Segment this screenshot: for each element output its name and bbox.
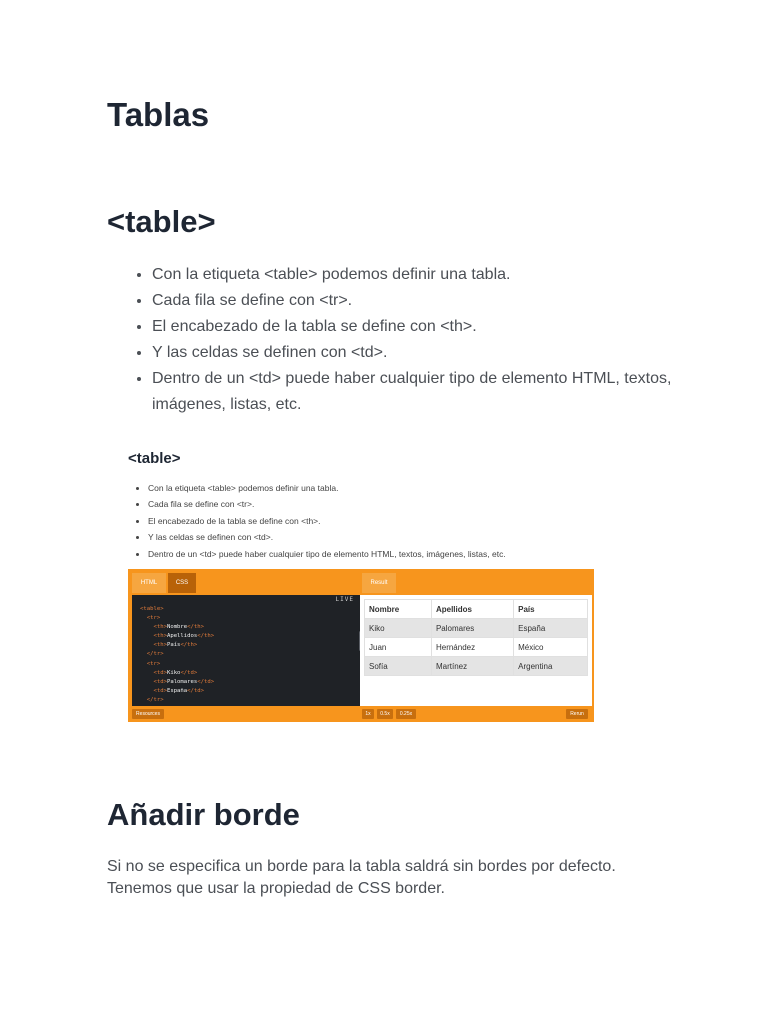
code-tag: <th> xyxy=(140,624,167,631)
section-paragraph: Si no se especifica un borde para la tabla saldrá sin bordes por defecto. Tenemos que usar la propiedad de CSS border. xyxy=(107,858,616,897)
code-line xyxy=(140,614,214,623)
table-header-row xyxy=(365,600,588,619)
code-block xyxy=(140,605,214,705)
code-tag: </th> xyxy=(180,642,198,649)
code-tag: <td> xyxy=(140,669,167,676)
list-item: • Con la etiqueta <table> podemos definir una tabla. xyxy=(148,480,598,496)
code-tag: <th> xyxy=(140,633,167,640)
rerun-button[interactable]: Rerun xyxy=(566,709,588,719)
table-cell: Hernández xyxy=(431,638,513,657)
code-tag: </tr> xyxy=(140,651,164,658)
table-cell: Juan xyxy=(365,638,432,657)
code-tag: </td> xyxy=(180,669,198,676)
code-text: Nombre xyxy=(166,624,188,631)
code-tag: </td> xyxy=(197,678,215,685)
result-pane xyxy=(360,595,592,706)
speed-1x-button[interactable]: 1x xyxy=(362,709,374,719)
code-line xyxy=(140,623,214,632)
column-header: País xyxy=(514,600,588,619)
list-item: • Y las celdas se definen con <td>. xyxy=(152,340,692,366)
list-item: • El encabezado de la tabla se define con <th>. xyxy=(152,314,692,340)
resources-button[interactable]: Resources xyxy=(132,709,164,719)
table-row xyxy=(365,657,588,676)
page-title: Tablas xyxy=(107,96,210,133)
code-line xyxy=(140,669,214,678)
table-row xyxy=(365,619,588,638)
list-item: • Dentro de un <td> puede haber cualquier tipo de elemento HTML, textos, imágenes, listas, etc. xyxy=(152,366,692,418)
pen-tab-bar xyxy=(128,569,594,595)
code-text: Apellidos xyxy=(166,633,198,640)
column-header: Apellidos xyxy=(431,600,513,619)
screenshot-bullet-list xyxy=(136,480,598,562)
table-cell: Palomares xyxy=(431,619,513,638)
code-tag: <tr> xyxy=(140,615,161,622)
section-heading-border: Añadir borde xyxy=(107,797,300,832)
table-cell: México xyxy=(514,638,588,657)
code-line xyxy=(140,650,214,659)
code-line xyxy=(140,687,214,696)
table-cell: Argentina xyxy=(514,657,588,676)
table-cell: Kiko xyxy=(365,619,432,638)
table-cell: España xyxy=(514,619,588,638)
code-pen-embed xyxy=(128,569,594,722)
list-item: • Cada fila se define con <tr>. xyxy=(152,288,692,314)
table-cell: Sofía xyxy=(365,657,432,676)
code-line xyxy=(140,605,214,614)
code-tag: </th> xyxy=(197,633,215,640)
code-line xyxy=(140,632,214,641)
screenshot-heading: <table> xyxy=(128,450,181,467)
code-tag: </tr> xyxy=(140,696,164,703)
code-tag: </td> xyxy=(187,687,205,694)
code-tag: <table> xyxy=(140,606,164,612)
list-item: • Y las celdas se definen con <td>. xyxy=(148,529,598,545)
list-item: • Cada fila se define con <tr>. xyxy=(148,496,598,512)
code-text: Palomares xyxy=(166,678,198,685)
code-line xyxy=(140,660,214,669)
table-cell: Martínez xyxy=(431,657,513,676)
code-tag: </th> xyxy=(187,624,205,631)
code-text: País xyxy=(166,642,181,649)
code-line xyxy=(140,696,214,705)
list-item: • El encabezado de la tabla se define con <th>. xyxy=(148,513,598,529)
code-line xyxy=(140,678,214,687)
section-heading-table: <table> xyxy=(107,204,216,239)
table-row xyxy=(365,638,588,657)
list-item: • Dentro de un <td> puede haber cualquier tipo de elemento HTML, textos, imágenes, listas, etc. xyxy=(148,546,598,562)
embedded-screenshot xyxy=(128,448,594,724)
code-tag: <td> xyxy=(140,687,167,694)
code-line xyxy=(140,641,214,650)
live-badge: LIVE xyxy=(335,596,354,603)
code-text: España xyxy=(166,687,188,694)
code-editor xyxy=(132,595,360,706)
list-item: • Con la etiqueta <table> podemos definir una tabla. xyxy=(152,262,692,288)
column-header: Nombre xyxy=(365,600,432,619)
pen-footer xyxy=(128,706,594,722)
speed-025x-button[interactable]: 0.25x xyxy=(396,709,416,719)
tab-result[interactable]: Result xyxy=(362,573,396,593)
code-tag: <td> xyxy=(140,678,167,685)
result-table xyxy=(364,599,588,676)
code-tag: <th> xyxy=(140,642,167,649)
tab-css[interactable]: CSS xyxy=(168,573,196,593)
code-tag: <tr> xyxy=(140,660,161,667)
bullet-list xyxy=(128,262,692,418)
code-text: Kiko xyxy=(166,669,181,676)
speed-05x-button[interactable]: 0.5x xyxy=(377,709,393,719)
tab-html[interactable]: HTML xyxy=(132,573,166,593)
